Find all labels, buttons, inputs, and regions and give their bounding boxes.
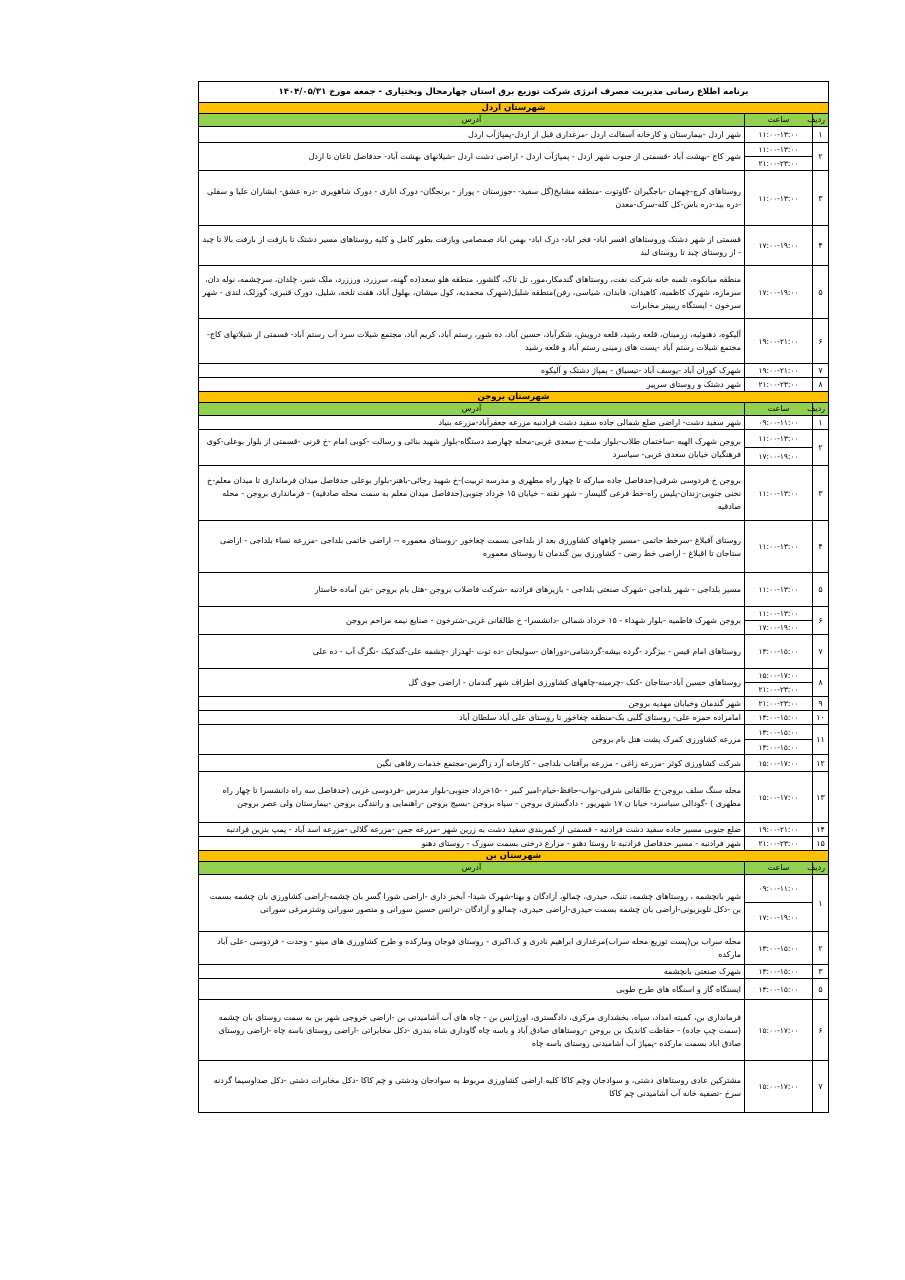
time-slot: ۱۱:۰۰-۱۳:۰۰ [758,488,799,498]
row-number: ۳ [813,171,829,226]
outage-address: بروجن خ فردوسی شرقی(حدفاصل جاده مبارکه تا چهار راه مطهری و مدرسه تربیت)-خ شهید رجائی-باهنر-بلوار بوعلی حدفاصل میدان فرمانداری تا میدان معلم-خ نخنی جنوبی-زندان-پلیس راه-خط فرعی گلیسار - شهر نقنه - خیابان ۱۵ خرداد جنوبی(حدفاصل میدان معلم به سمت محله صادقیه) - فرمانداری بروجن - محله صادقیه [199,466,745,521]
time-slot: ۱۱:۰۰-۱۳:۰۰ [758,585,799,594]
outage-address: مشترکین عادی روستاهای دشتی، و سوادجان وچم کاکا کلیه اراضی کشاورزی مربوط به سوادجان ودشتی و چم کاکا -دکل مخابرات دشتی -دکل صداوسیما گردنه سرخ -تصفیه خانه آب آشامیدنی چم کاکا [199,1061,745,1113]
schedule-row [199,416,829,430]
schedule-row [199,127,829,143]
time-slots [745,127,813,143]
row-number: ۶ [813,607,829,635]
schedule-row [199,932,829,965]
time-slot: ۱۱:۰۰-۱۳:۰۰ [758,193,799,203]
schedule-row [199,1000,829,1061]
row-number: ۷ [813,364,829,378]
outage-address: امامزاده حمزه علی- روستای گلبی بک-منطقه چغاخور تا روستای علی آباد سلطان آباد [199,711,745,725]
time-slot: ۱۳:۰۰-۱۵:۰۰ [758,967,799,976]
time-slot: ۱۱:۰۰-۱۳:۰۰ [745,143,812,157]
time-slot: ۱۱:۰۰-۱۳:۰۰ [758,542,799,551]
outage-address: بروجن شهرک الهیه -ساختمان طلاب-بلوار ملت-خ سعدی غربی-محله چهارصد دستگاه-بلوار شهید بنائی و رسالت -کوبی امام -خ قرنی -قسمتی از بلوار بوعلی-کوی فرهنگیان خیابان سعدی غربی- سیاسرد [199,430,745,466]
time-slots [745,378,813,392]
row-number: ۳ [813,965,829,979]
row-number-header: ردیف [813,403,829,416]
schedule-row [199,772,829,823]
row-number: ۱ [813,875,829,932]
time-slot: ۱۹:۰۰-۲۱:۰۰ [758,336,799,346]
county-section-header [199,103,829,114]
time-slots [745,669,813,697]
county-section-header [199,851,829,862]
schedule-row [199,823,829,837]
row-number: ۲ [813,430,829,466]
outage-address: شهر فرادنبه - مسیر حدفاصل فرادنبه تا روستا دهنو - مزارع درختی بسمت سورک - روستای دهنو [199,837,745,851]
schedule-row [199,143,829,171]
row-number: ۱۲ [813,755,829,772]
time-slot: ۱۱:۰۰-۱۳:۰۰ [745,430,812,448]
time-slot: ۱۵:۰۰-۱۷:۰۰ [758,792,799,802]
time-slots [745,573,813,607]
row-number: ۵ [813,979,829,1000]
outage-address: شهر کاج -بهشت آباد -قسمتی از جنوب شهر اردل - پمپاژآب اردل - اراضی دشت اردل -شیلانهای بهشت آباد- حدفاصل تاغان تا اردل [199,143,745,171]
schedule-row [199,635,829,669]
time-slots [745,171,813,226]
row-number: ۷ [813,1061,829,1113]
outage-address: بروجن شهرک فاطمیه -بلوار شهداء - ۱۵ خرداد شمالی -دانشسرا- خ طالقانی غربی-شترخون - صنایع نیمه مزاحم بروجن [199,607,745,635]
schedule-row [199,378,829,392]
time-slot: ۲۱:۰۰-۲۳:۰۰ [758,699,799,708]
row-number: ۱۴ [813,823,829,837]
row-number: ۱ [813,127,829,143]
outage-address: شهر اردل -بیمارستان و کارخانه آسفالت اردل -مرغداری قبل از اردل-پمپاژآب اردل [199,127,745,143]
time-slot: ۲۱:۰۰-۲۳:۰۰ [758,839,799,848]
time-slots [745,875,813,932]
county-name: شهرستان بن [199,851,829,862]
row-number: ۳ [813,466,829,521]
schedule-document [198,81,828,1113]
column-header-row [199,403,829,416]
time-slots [745,226,813,266]
row-number: ۵ [813,573,829,607]
outage-address: روستاهای کرچ-چهمان -باجگیران -گاوتوت -منطقه مشایخ(گل سفید- -جوزستان - پوراز - برنجگان- دورک اناری - دورک شاهویری -دره عشق- ابشاران علیا و سفلی -دره بید-دره باس-کل کله-سرک-معدن [199,171,745,226]
time-slot: ۱۵:۰۰-۱۷:۰۰ [758,1025,799,1035]
time-slot: ۱۷:۰۰-۱۹:۰۰ [758,241,799,250]
row-number-header: ردیف [813,114,829,127]
time-slot: ۱۵:۰۰-۱۷:۰۰ [745,669,812,683]
time-slot: ۱۳:۰۰-۱۵:۰۰ [745,725,812,740]
time-slots [745,466,813,521]
time-slot: ۱۳:۰۰-۱۵:۰۰ [758,984,799,994]
schedule-row [199,266,829,319]
time-slots [745,319,813,364]
outage-address: شهر بانچشمه ، روستاهای چشمه، تنبک، حیدری، چمالو، آزادگان و یهنا-شهرک شیدا- آبخیز داری -اراضی شورا گسر بان چشمه-اراضی کشاورزی بان چشمه بسمت بن -دکل تلوبزیونی-اراضی بان چشمه بسمت حیدری-اراضی حیدری، چمالو و آزادگان -ترانس حسین سورانی و متصور سورانی وشترمرغی سورانی [199,875,745,932]
schedule-row [199,364,829,378]
row-number: ۸ [813,669,829,697]
row-number: ۷ [813,635,829,669]
outage-address: محله سراب بن(پست توزیع محله سراب)مرغداری ابراهیم نادری و ک.اکبری - روستای فوجان ومارکده و طرح کشاورزی های مینو - وحدت - فردوسی -علی آباد مارکده [199,932,745,965]
time-slot: ۱۱:۰۰-۱۳:۰۰ [745,607,812,621]
time-slot: ۱۳:۰۰-۱۵:۰۰ [758,943,799,953]
schedule-row [199,837,829,851]
outage-address: شرکت کشاورزی کوثر -مزرعه زاغی - مزرعه برآفتاب بلداجی - کارخانه آرد زاگرس-مجتمع خدمات رفاهی نگین [199,755,745,772]
time-slot: ۱۳:۰۰-۱۵:۰۰ [758,647,799,656]
schedule-row [199,965,829,979]
address-header: آدرس [199,114,745,127]
schedule-row [199,711,829,725]
title-row [199,82,829,103]
county-section-header [199,392,829,403]
time-slots [745,837,813,851]
row-number: ۶ [813,319,829,364]
schedule-row [199,226,829,266]
time-slot: ۱۵:۰۰-۱۷:۰۰ [758,1082,799,1091]
time-slots [745,430,813,466]
schedule-row [199,607,829,635]
outage-address: شهرک صنعتی بانچشمه [199,965,745,979]
row-number: ۹ [813,697,829,711]
time-slot: ۲۱:۰۰-۲۳:۰۰ [758,159,799,168]
time-slot: ۱۹:۰۰-۲۱:۰۰ [758,825,799,834]
column-header-row [199,114,829,127]
row-number: ۱۳ [813,772,829,823]
outage-address: آلیکوه، دهنوئیه، زرمینان، قلعه رشید، قلعه درویش، شکرآباد، حسین آباد، ده شور، رستم آباد، کریم آباد، مجتمع شیلات سرد آب رستم آباد- قسمتی از شیلاتهای کاج-مجتمع شیلات رستم آباد -پست های زمینی رستم آباد و قلعه رشید [199,319,745,364]
schedule-row [199,466,829,521]
time-slots [745,416,813,430]
outage-address: روستای آقبلاغ -سرخط حاتمی -مسیر چاههای کشاورزی بعد از بلداجی بسمت چغاخور -روستای معموره -- اراضی خاتمی بلداجی -مزرعه نساء بلداجی - اراضی ستاجان تا اقبلاغ - اراضی خط رضی - کشاورزی بین گندمان تا روستای معموره [199,521,745,573]
row-number: ۱۰ [813,711,829,725]
schedule-row [199,875,829,932]
row-number: ۲ [813,932,829,965]
time-slots [745,143,813,171]
time-slots [745,1000,813,1061]
time-slots [745,1061,813,1113]
row-number: ۱۵ [813,837,829,851]
outage-address: شهرک کوران آباد -یوسف آباد -تیسیاق - پمپاژ دشتک و آلیکوه [199,364,745,378]
schedule-row [199,573,829,607]
schedule-row [199,979,829,1000]
schedule-row [199,171,829,226]
time-slot: ۰۹:۰۰-۱۱:۰۰ [758,418,799,427]
row-number-header: ردیف [813,862,829,875]
schedule-table-body [199,82,829,1113]
time-slot: ۱۷:۰۰-۱۹:۰۰ [758,287,799,297]
outage-address: فرمانداری بن، کمیته امداد، سپاه، بخشداری مرکزی، دادگستری، اورژانس بن - چاه های آب آشامیدنی بن -اراضی خروجی شهر بن به سمت روستای بان چشمه (سمت چپ جاده) - حقاظت کاندیک بن بروجن -روستاهای صادق آباد و باسه چاه گاوداری شاه بندری -دکل مخابراتی -اراضی روستای باسه چاه -اراضی روستای صادق اباد بسمت مارکده -پمپاژ آب آشامیدنی روستای باسه چاه [199,1000,745,1061]
row-number: ۲ [813,143,829,171]
row-number: ۴ [813,226,829,266]
time-slots [745,823,813,837]
schedule-row [199,669,829,697]
outage-address: منطقه میانکوه، تلمبه خانه شرکت نفت، روستاهای گندمکار،مور، تل تاک، گلشور، منطقه هلو سعد(ده گهنه، سرزرد، ورززرد، ملک شیر، چلدان، سرچشمه، نوله دان، سرمازه، شهرک کاظمیه، کاهیدان، قابدان، شیاسی، رفن)منطقه شلیل(شهرک محمدیه، کول میشان، بهلول آباد، هفت تلخه، شلیل، دورک قنبری، گوزلک، لندی - شهر سرخون - ایستگاه رییپتر مخابرات [199,266,745,319]
time-slot: ۱۷:۰۰-۱۹:۰۰ [758,912,799,922]
time-slots [745,965,813,979]
outage-address: ایستگاه گاز و اسنگاه های طرح طوبی [199,979,745,1000]
outage-address: مسیر بلداجی - شهر بلداجی -شهرک صنعتی بلداجی - بازیرهای فرادنبه -شرکت فاضلاب بروجن -هتل بام بروجن -بتن آماده خاستار [199,573,745,607]
time-slots [745,364,813,378]
row-number: ۵ [813,266,829,319]
outage-address: شهر سفید دشت- اراضی ضلع شمالی جاده سفید دشت فرادنبه مزرعه جعفرآباد-مزرعه بنیاد [199,416,745,430]
schedule-row [199,521,829,573]
schedule-row [199,697,829,711]
row-number: ۱۱ [813,725,829,755]
time-slot: ۱۷:۰۰-۱۹:۰۰ [758,623,799,632]
time-slot: ۱۹:۰۰-۲۱:۰۰ [758,366,799,375]
outage-address: ضلع جنوبی مسیر جاده سفید دشت فرادنبه - قسمتی از کمربندی سفید دشت به زرین شهر -مزرعه جمن -مزرعه گلالی -مزرعه اسد آباد - پمپ بنزین فرادنبه [199,823,745,837]
time-slots [745,635,813,669]
time-slot: ۰۹:۰۰-۱۱:۰۰ [745,875,812,903]
time-slot: ۱۳:۰۰-۱۵:۰۰ [758,713,799,722]
time-header: ساعت [745,114,813,127]
county-name: شهرستان اردل [199,103,829,114]
time-slot: ۱۵:۰۰-۱۷:۰۰ [758,758,799,768]
outage-schedule-table [198,81,829,1113]
outage-address: روستاهای حسین آباد-ستاجان -کنک -چرمینه-چاههای کشاورزی اطراف شهر گندمان - اراضی جوی گل [199,669,745,697]
time-slots [745,979,813,1000]
time-slot: ۱۳:۰۰-۱۵:۰۰ [758,742,799,752]
time-slots [745,711,813,725]
time-header: ساعت [745,862,813,875]
address-header: آدرس [199,862,745,875]
row-number: ۱ [813,416,829,430]
time-slot: ۲۱:۰۰-۲۳:۰۰ [758,380,799,389]
time-slot: ۱۱:۰۰-۱۳:۰۰ [758,130,799,139]
schedule-row [199,755,829,772]
time-slots [745,932,813,965]
outage-address: قسمتی از شهر دشتک وروستاهای افسر اباد- فخر اباد- دزک اباد- بهمن اباد صمصامی وبازفت بطور کامل و کلیه روستاهای مسیر دشتک تا بازفت از بازفت بالا تا چبد - از روستای چبد تا روستای لبد [199,226,745,266]
schedule-row [199,1061,829,1113]
outage-address: مزرعه کشاورزی کمرک پشت هتل بام بروجن [199,725,745,755]
outage-address: شهر دشتک و روستای سرپیر [199,378,745,392]
row-number: ۸ [813,378,829,392]
row-number: ۴ [813,521,829,573]
time-slots [745,755,813,772]
time-slots [745,266,813,319]
document-title: برنامه اطلاع رسانی مدیریت مصرف انرژی شرکت توزیع برق استان چهارمحال وبختیاری - جمعه مورخ ۱۴۰۴/۰۵/۳۱ [199,82,829,103]
time-header: ساعت [745,403,813,416]
county-name: شهرستان بروجن [199,392,829,403]
time-slot: ۲۱:۰۰-۲۳:۰۰ [758,685,799,694]
time-slots [745,725,813,755]
outage-address: محله سنگ سلف بروجن-خ طالقانی شرقی-نواب-حافظ-خیام-امیر کبیر - -۱۵خرداد جنوبی-بلوار مدرس -فردوسی غربی (حدفاصل سه راه دانشسرا تا چهار راه مطهری ) -گودالی سیاسرد- خیابا ن ۱۷ شهریور - دادگستری بروجن - سپاه بروجن -بسیج بروجن -راهنمایی و رانندگی بروجن -بیمارستان ولی عصر بروجن [199,772,745,823]
schedule-row [199,319,829,364]
schedule-row [199,430,829,466]
outage-address: روستاهای امام قیس - بیژگرد -گرده بیشه-گردشامی-دوراهان -سولیجان -ده توت -لهدراز -چشمه علی-گندکیک -نگرگ آب - ده علی [199,635,745,669]
column-header-row [199,862,829,875]
address-header: آدرس [199,403,745,416]
time-slots [745,772,813,823]
time-slots [745,697,813,711]
time-slots [745,607,813,635]
schedule-row [199,725,829,755]
row-number: ۶ [813,1000,829,1061]
outage-address: شهر گندمان وخیابان مهدیه بروجن [199,697,745,711]
time-slots [745,521,813,573]
time-slot: ۱۷:۰۰-۱۹:۰۰ [758,452,799,461]
